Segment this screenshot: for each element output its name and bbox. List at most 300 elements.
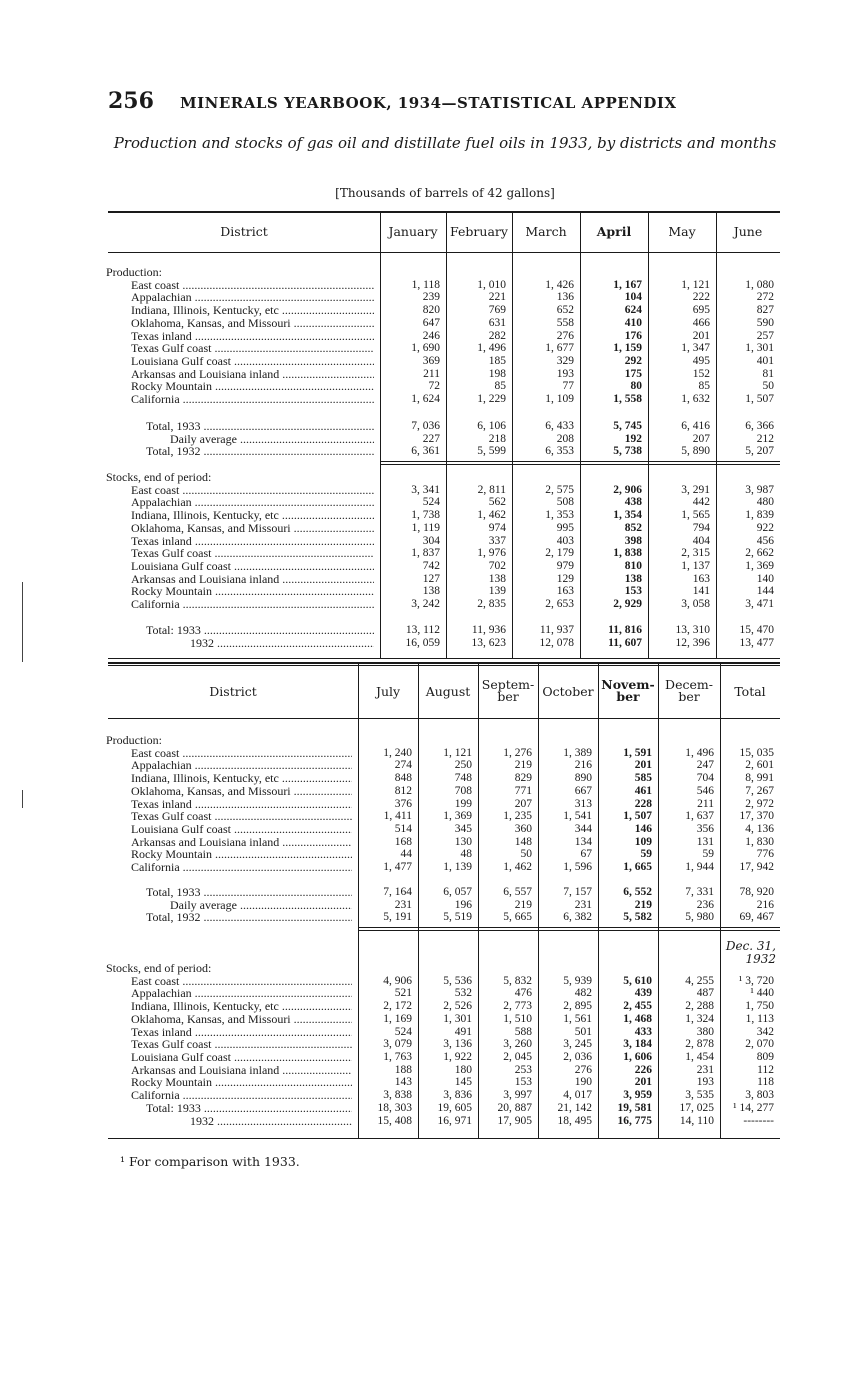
column-header: Decem- ber bbox=[665, 677, 713, 704]
table-cell: 410 bbox=[624, 316, 642, 329]
table-cell: 6, 433 bbox=[545, 420, 574, 432]
table-cell: 211 bbox=[697, 797, 714, 810]
table-cell: 329 bbox=[556, 354, 574, 367]
table-cell: 702 bbox=[488, 559, 506, 572]
section-rule bbox=[380, 464, 780, 465]
table-cell: 5, 582 bbox=[623, 911, 652, 924]
district-label: Arkansas and Louisiana inland ..... bbox=[131, 836, 352, 849]
table-cell: 2, 575 bbox=[545, 483, 574, 496]
district-label: East coast ..... bbox=[131, 747, 352, 760]
table-cell: 207 bbox=[514, 797, 532, 810]
table-cell: 3, 136 bbox=[443, 1038, 472, 1051]
table-cell: 2, 811 bbox=[477, 483, 506, 496]
table-cell: 15, 408 bbox=[377, 1114, 412, 1127]
table-cell: 1, 763 bbox=[383, 1050, 412, 1063]
table-cell: 226 bbox=[634, 1063, 652, 1076]
table-cell: 276 bbox=[556, 329, 574, 342]
table-cell: 514 bbox=[394, 822, 412, 835]
table-cell: 1, 496 bbox=[685, 746, 714, 759]
table-cell: 1, 139 bbox=[443, 861, 472, 873]
table-cell: 1, 240 bbox=[383, 746, 412, 759]
district-label: Appalachian ..... bbox=[131, 496, 374, 509]
table-cell: 231 bbox=[574, 898, 592, 911]
table-cell: 3, 260 bbox=[503, 1038, 532, 1051]
table-cell: 1, 159 bbox=[613, 342, 642, 355]
table-cell: 1, 606 bbox=[623, 1050, 652, 1063]
table-cell: 524 bbox=[422, 496, 440, 509]
table-top-rule bbox=[108, 665, 780, 666]
table-cell: 2, 526 bbox=[443, 1000, 472, 1013]
district-label: Oklahoma, Kansas, and Missouri ..... bbox=[131, 317, 374, 330]
column-header: January bbox=[388, 224, 438, 239]
district-label: Texas Gulf coast ..... bbox=[131, 342, 374, 355]
table-cell: 6, 057 bbox=[443, 886, 472, 898]
table-cell: 6, 416 bbox=[681, 420, 710, 432]
table-cell: ¹ 3, 720 bbox=[738, 974, 774, 987]
table-cell: 7, 036 bbox=[411, 420, 440, 432]
table-cell: 1, 229 bbox=[477, 393, 506, 405]
table-cell: 1, 624 bbox=[411, 393, 440, 405]
table-cell: 1, 369 bbox=[443, 810, 472, 823]
table-cell: 59 bbox=[640, 848, 652, 861]
table-cell: 5, 610 bbox=[623, 974, 652, 987]
table-cell: 208 bbox=[556, 432, 574, 445]
table-cell: 585 bbox=[634, 772, 652, 785]
scan-mark bbox=[22, 582, 23, 662]
table-cell: 130 bbox=[454, 835, 472, 848]
table-cell: 1, 507 bbox=[745, 393, 774, 405]
table-cell: 239 bbox=[422, 291, 440, 304]
table-cell: 17, 942 bbox=[739, 861, 774, 873]
district-label: Arkansas and Louisiana inland ..... bbox=[131, 1064, 352, 1077]
table-cell: 1, 301 bbox=[745, 342, 774, 355]
district-label: Louisiana Gulf coast ..... bbox=[131, 823, 352, 836]
table-cell: 404 bbox=[692, 534, 710, 547]
table-cell: 2, 929 bbox=[613, 598, 642, 610]
table-cell: 524 bbox=[394, 1025, 412, 1038]
district-label: California ..... bbox=[131, 1089, 352, 1102]
table-cell: 7, 157 bbox=[563, 886, 592, 898]
column-header: Novem- ber bbox=[601, 677, 655, 704]
table-cell: 7, 331 bbox=[685, 886, 714, 898]
table-cell: 1, 637 bbox=[685, 810, 714, 823]
district-label: Indiana, Illinois, Kentucky, etc ..... bbox=[131, 1000, 352, 1013]
table-cell: 1, 507 bbox=[623, 810, 652, 823]
table-cell: 163 bbox=[556, 585, 574, 598]
table-cell: 136 bbox=[556, 291, 574, 304]
district-label: Indiana, Illinois, Kentucky, etc ..... bbox=[131, 304, 374, 317]
table-cell: 4, 017 bbox=[563, 1089, 592, 1101]
table-cell: 12, 078 bbox=[539, 636, 574, 649]
table-cell: 201 bbox=[692, 329, 710, 342]
stock-total-1933-label: Total: 1933 ..... bbox=[146, 1102, 352, 1115]
table-cell: 3, 291 bbox=[681, 483, 710, 496]
table-cell: 18, 303 bbox=[377, 1102, 412, 1114]
table-cell: 185 bbox=[488, 354, 506, 367]
units-note: [Thousands of barrels of 42 gallons] bbox=[335, 186, 555, 200]
table-cell: 1, 454 bbox=[685, 1050, 714, 1063]
table-cell: 199 bbox=[454, 797, 472, 810]
table-cell: 44 bbox=[400, 848, 412, 861]
table-cell: 13, 477 bbox=[739, 636, 774, 649]
table-cell: 2, 288 bbox=[685, 1000, 714, 1013]
district-label: Louisiana Gulf coast ..... bbox=[131, 1051, 352, 1064]
table-cell: 456 bbox=[756, 534, 774, 547]
district-label: Arkansas and Louisiana inland ..... bbox=[131, 573, 374, 586]
table-cell: 403 bbox=[556, 534, 574, 547]
table-cell: 1, 750 bbox=[745, 1000, 774, 1013]
column-header: Total bbox=[734, 684, 766, 699]
table-cell: 480 bbox=[756, 496, 774, 509]
district-label: Rocky Mountain ..... bbox=[131, 380, 374, 393]
table-cell: 495 bbox=[692, 354, 710, 367]
table-cell: 21, 142 bbox=[557, 1102, 592, 1114]
table-cell: 7, 164 bbox=[383, 886, 412, 898]
table-cell: 274 bbox=[394, 759, 412, 772]
table-cell: 19, 605 bbox=[437, 1102, 472, 1114]
table-cell: 11, 936 bbox=[471, 624, 506, 636]
table-cell: 78, 920 bbox=[739, 886, 774, 898]
table-cell: 5, 939 bbox=[563, 974, 592, 987]
table-cell: 85 bbox=[698, 380, 710, 393]
table-cell: 1, 596 bbox=[563, 861, 592, 873]
stock-total-1933-label: Total: 1933 ..... bbox=[146, 624, 374, 637]
table-cell: 708 bbox=[454, 784, 472, 797]
table-cell: 1, 632 bbox=[681, 393, 710, 405]
table-cell: 652 bbox=[556, 304, 574, 317]
table-cell: 50 bbox=[520, 848, 532, 861]
table-cell: 3, 987 bbox=[745, 483, 774, 496]
table-cell: 276 bbox=[574, 1063, 592, 1076]
table-cell: 508 bbox=[556, 496, 574, 509]
district-label: Texas inland ..... bbox=[131, 535, 374, 548]
table-cell: 5, 599 bbox=[477, 445, 506, 458]
district-label: Rocky Mountain ..... bbox=[131, 585, 374, 598]
table-cell: 6, 361 bbox=[411, 445, 440, 458]
table-cell: 190 bbox=[574, 1076, 592, 1089]
table-cell: 1, 677 bbox=[545, 342, 574, 355]
table-cell: 1, 976 bbox=[477, 547, 506, 560]
table-cell: 138 bbox=[488, 572, 506, 585]
table-cell: 253 bbox=[514, 1063, 532, 1076]
table-cell: 193 bbox=[696, 1076, 714, 1089]
district-label: Louisiana Gulf coast ..... bbox=[131, 560, 374, 573]
table-cell: 3, 959 bbox=[623, 1089, 652, 1101]
table-cell: 231 bbox=[696, 1063, 714, 1076]
table-cell: 624 bbox=[624, 304, 642, 317]
footnote: ¹ For comparison with 1933. bbox=[120, 1154, 300, 1169]
table-cell: 829 bbox=[514, 772, 532, 785]
section-rule bbox=[358, 927, 780, 928]
table-cell: 1, 389 bbox=[563, 746, 592, 759]
table-cell: 131 bbox=[696, 835, 714, 848]
table-cell: 257 bbox=[756, 329, 774, 342]
table-cell: 198 bbox=[488, 367, 506, 380]
table-cell: 247 bbox=[696, 759, 714, 772]
table-cell: 3, 245 bbox=[563, 1038, 592, 1051]
table-cell: 3, 838 bbox=[383, 1089, 412, 1101]
table-cell: 14, 110 bbox=[679, 1114, 714, 1127]
table-cell: 282 bbox=[488, 329, 506, 342]
column-header: April bbox=[596, 224, 632, 239]
table-cell: 228 bbox=[634, 797, 652, 810]
column-header: March bbox=[525, 224, 567, 239]
district-label: Louisiana Gulf coast ..... bbox=[131, 355, 374, 368]
table-cell: 890 bbox=[574, 772, 592, 785]
district-label: Texas Gulf coast ..... bbox=[131, 1038, 352, 1051]
table-cell: 219 bbox=[514, 898, 532, 911]
table-cell: 143 bbox=[394, 1076, 412, 1089]
district-label: Arkansas and Louisiana inland ..... bbox=[131, 368, 374, 381]
district-label: Rocky Mountain ..... bbox=[131, 1076, 352, 1089]
table-cell: 138 bbox=[422, 585, 440, 598]
district-label: Oklahoma, Kansas, and Missouri ..... bbox=[131, 522, 374, 535]
table-cell: 201 bbox=[634, 1076, 652, 1089]
table-cell: 16, 971 bbox=[437, 1114, 472, 1127]
table-cell: 13, 310 bbox=[675, 624, 710, 636]
table-cell: 3, 079 bbox=[383, 1038, 412, 1051]
district-label: Appalachian ..... bbox=[131, 291, 374, 304]
table-cell: 246 bbox=[422, 329, 440, 342]
table-cell: 2, 455 bbox=[623, 1000, 652, 1013]
table-cell: 1, 468 bbox=[623, 1012, 652, 1025]
total-1933-label: Total, 1933 ..... bbox=[146, 886, 352, 899]
section-label-stocks: Stocks, end of period: bbox=[106, 471, 212, 484]
daily-average-label: Daily average ..... bbox=[170, 899, 352, 912]
table-cell: 3, 997 bbox=[503, 1089, 532, 1101]
table-cell: 219 bbox=[634, 898, 652, 911]
district-label: Appalachian ..... bbox=[131, 987, 352, 1000]
table-cell: 439 bbox=[634, 987, 652, 1000]
column-header: June bbox=[733, 224, 763, 239]
table-cell: 1, 838 bbox=[613, 547, 642, 560]
stocks-base-date-note: Dec. 31, 1932 bbox=[725, 939, 776, 966]
table-cell: 848 bbox=[394, 772, 412, 785]
district-label: California ..... bbox=[131, 393, 374, 406]
table-cell: 558 bbox=[556, 316, 574, 329]
header-bottom-rule bbox=[108, 252, 780, 253]
table-cell: 1, 837 bbox=[411, 547, 440, 560]
stock-total-1932-label: 1932 ..... bbox=[190, 637, 374, 650]
table-cell: 532 bbox=[454, 987, 472, 1000]
table-cell: 148 bbox=[514, 835, 532, 848]
table-bottom-rule bbox=[108, 1138, 780, 1139]
table-cell: 5, 665 bbox=[503, 911, 532, 924]
table-cell: 1, 477 bbox=[383, 861, 412, 873]
table-cell: 562 bbox=[488, 496, 506, 509]
table-top-rule bbox=[108, 211, 780, 213]
table-cell: 72 bbox=[428, 380, 440, 393]
table-cell: 1, 496 bbox=[477, 342, 506, 355]
district-label: Texas Gulf coast ..... bbox=[131, 547, 374, 560]
table-cell: 1, 109 bbox=[545, 393, 574, 405]
table-cell: 20, 887 bbox=[497, 1102, 532, 1114]
column-header: May bbox=[668, 224, 696, 239]
table-cell: 1, 561 bbox=[563, 1012, 592, 1025]
table-cell: 227 bbox=[422, 432, 440, 445]
page-header bbox=[108, 88, 808, 118]
table-cell: 196 bbox=[454, 898, 472, 911]
table-cell: 138 bbox=[624, 572, 642, 585]
table-cell: 1, 119 bbox=[411, 521, 440, 534]
column-header: July bbox=[375, 684, 401, 699]
table-cell: 345 bbox=[454, 822, 472, 835]
table-cell: 153 bbox=[624, 585, 642, 598]
table-cell: 13, 623 bbox=[471, 636, 506, 649]
table-cell: 222 bbox=[692, 291, 710, 304]
table-cell: 17, 370 bbox=[739, 810, 774, 823]
table-cell: 4, 906 bbox=[383, 974, 412, 987]
table-cell: 820 bbox=[422, 304, 440, 317]
table-cell: 15, 035 bbox=[739, 746, 774, 759]
table-cell: 11, 937 bbox=[539, 624, 574, 636]
table-cell: 2, 972 bbox=[745, 797, 774, 810]
table-cell: 250 bbox=[454, 759, 472, 772]
table-cell: 6, 106 bbox=[477, 420, 506, 432]
table-cell: 1, 558 bbox=[613, 393, 642, 405]
table-cell: 4, 136 bbox=[745, 822, 774, 835]
table-cell: 48 bbox=[460, 848, 472, 861]
table-cell: 487 bbox=[696, 987, 714, 1000]
table-cell: 742 bbox=[422, 559, 440, 572]
table-cell: 369 bbox=[422, 354, 440, 367]
total-1932-label: Total, 1932 ..... bbox=[146, 445, 374, 458]
district-label: East coast ..... bbox=[131, 484, 374, 497]
table-cell: 1, 167 bbox=[613, 278, 642, 291]
table-cell: 188 bbox=[394, 1063, 412, 1076]
table-cell: 769 bbox=[488, 304, 506, 317]
table-cell: 3, 341 bbox=[411, 483, 440, 496]
header-bottom-rule bbox=[108, 718, 780, 719]
table-cell: 380 bbox=[696, 1025, 714, 1038]
table-cell: 176 bbox=[624, 329, 642, 342]
table-cell: 5, 207 bbox=[745, 445, 774, 458]
table-cell: 631 bbox=[488, 316, 506, 329]
table-cell: 3, 471 bbox=[745, 598, 774, 610]
table-cell: 193 bbox=[556, 367, 574, 380]
table-cell: 810 bbox=[624, 559, 642, 572]
table-cell: 19, 581 bbox=[617, 1102, 652, 1114]
table-cell: 175 bbox=[624, 367, 642, 380]
table-cell: 144 bbox=[756, 585, 774, 598]
table-cell: 13, 112 bbox=[405, 624, 440, 636]
table-cell: 145 bbox=[454, 1076, 472, 1089]
table-cell: 546 bbox=[696, 784, 714, 797]
table-cell: 216 bbox=[756, 898, 774, 911]
district-label: Oklahoma, Kansas, and Missouri ..... bbox=[131, 785, 352, 798]
table-cell: 146 bbox=[634, 822, 652, 835]
table-cell: 5, 191 bbox=[383, 911, 412, 924]
table-cell: 2, 045 bbox=[503, 1050, 532, 1063]
table-cell: 695 bbox=[692, 304, 710, 317]
district-header: District bbox=[220, 224, 268, 239]
table-cell: 1, 411 bbox=[383, 810, 412, 823]
table-cell: 1, 541 bbox=[563, 810, 592, 823]
table-cell: 1, 565 bbox=[681, 509, 710, 522]
table-cell: 2, 835 bbox=[477, 598, 506, 610]
table-cell: 1, 426 bbox=[545, 278, 574, 291]
table-cell: 2, 172 bbox=[383, 1000, 412, 1013]
table-cell: 442 bbox=[692, 496, 710, 509]
table-cell: 5, 519 bbox=[443, 911, 472, 924]
table-cell: 2, 773 bbox=[503, 1000, 532, 1013]
district-label: California ..... bbox=[131, 598, 374, 611]
table-cell: 1, 369 bbox=[745, 559, 774, 572]
table-cell: 2, 878 bbox=[685, 1038, 714, 1051]
table-cell: 3, 535 bbox=[685, 1089, 714, 1101]
table-cell: 216 bbox=[574, 759, 592, 772]
table-cell: 129 bbox=[556, 572, 574, 585]
table-cell: 17, 905 bbox=[497, 1114, 532, 1127]
table-cell: 221 bbox=[488, 291, 506, 304]
district-label: Appalachian ..... bbox=[131, 759, 352, 772]
scan-mark bbox=[22, 790, 23, 808]
table-cell: 1, 347 bbox=[681, 342, 710, 355]
table-cell: 2, 601 bbox=[745, 759, 774, 772]
table-cell: 1, 353 bbox=[545, 509, 574, 522]
table-bottom-rule bbox=[108, 658, 780, 659]
table-cell: 219 bbox=[514, 759, 532, 772]
table-cell: 5, 890 bbox=[681, 445, 710, 458]
table-cell: 231 bbox=[394, 898, 412, 911]
table-cell: 588 bbox=[514, 1025, 532, 1038]
table-cell: 647 bbox=[422, 316, 440, 329]
table-caption: Production and stocks of gas oil and distillate fuel oils in 1933, by districts and months bbox=[113, 134, 777, 152]
table-cell: 590 bbox=[756, 316, 774, 329]
table-cell: 201 bbox=[634, 759, 652, 772]
table-cell: 3, 803 bbox=[745, 1089, 774, 1101]
table-cell: 2, 036 bbox=[563, 1050, 592, 1063]
table-cell: 974 bbox=[488, 521, 506, 534]
section-label-stocks: Stocks, end of period: bbox=[106, 962, 212, 975]
table-cell: 3, 242 bbox=[411, 598, 440, 610]
table-cell: 1, 665 bbox=[623, 861, 652, 873]
table-cell: 360 bbox=[514, 822, 532, 835]
district-label: Rocky Mountain ..... bbox=[131, 848, 352, 861]
table-cell: 16, 059 bbox=[405, 636, 440, 649]
table-cell: 704 bbox=[696, 772, 714, 785]
district-label: Indiana, Illinois, Kentucky, etc ..... bbox=[131, 772, 352, 785]
table-cell: 6, 557 bbox=[503, 886, 532, 898]
table-cell: 812 bbox=[394, 784, 412, 797]
table-cell: 852 bbox=[624, 521, 642, 534]
district-label: East coast ..... bbox=[131, 279, 374, 292]
table-cell: 5, 745 bbox=[613, 420, 642, 432]
table-cell: 50 bbox=[762, 380, 774, 393]
table-cell: 1, 922 bbox=[443, 1050, 472, 1063]
table-cell: 776 bbox=[756, 848, 774, 861]
table-cell: 995 bbox=[556, 521, 574, 534]
table-cell: 134 bbox=[574, 835, 592, 848]
table-cell: 1, 169 bbox=[383, 1012, 412, 1025]
table-cell: 521 bbox=[394, 987, 412, 1000]
table-cell: 69, 467 bbox=[739, 911, 774, 924]
table-cell: 5, 536 bbox=[443, 974, 472, 987]
table-cell: 163 bbox=[692, 572, 710, 585]
table-cell: 112 bbox=[757, 1063, 774, 1076]
daily-average-label: Daily average ..... bbox=[170, 433, 374, 446]
table-cell: 1, 276 bbox=[503, 746, 532, 759]
table-cell: 5, 980 bbox=[685, 911, 714, 924]
table-cell: ¹ 14, 277 bbox=[733, 1102, 774, 1114]
table-cell: 7, 267 bbox=[745, 784, 774, 797]
table-cell: 1, 118 bbox=[411, 278, 440, 291]
table-cell: 6, 382 bbox=[563, 911, 592, 924]
table-cell: 218 bbox=[488, 432, 506, 445]
stock-total-1932-label: 1932 ..... bbox=[190, 1115, 352, 1128]
table-cell: 59 bbox=[702, 848, 714, 861]
table-cell: 313 bbox=[574, 797, 592, 810]
